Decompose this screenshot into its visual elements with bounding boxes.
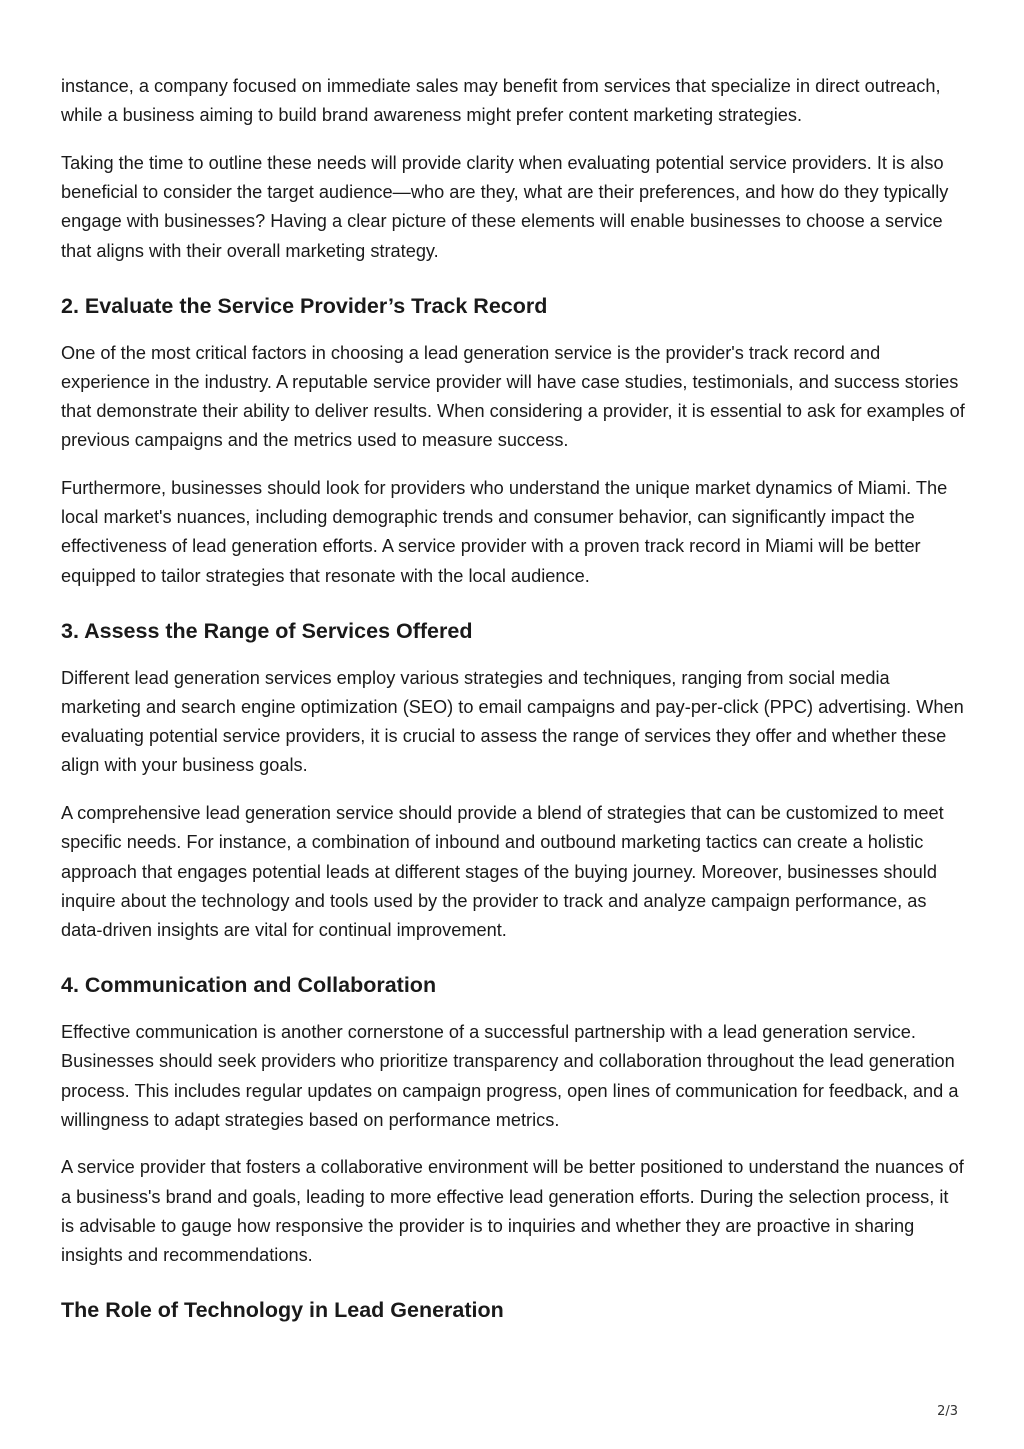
paragraph: Effective communication is another cornerstone of a successful partnership with a lead generation service. Businesses should seek providers who prioritize transparency and collaboration throughout the lead generation process. This includes regular updates on campaign progress, open lines of communication for feedback, and a willingness to adapt strategies based on performance metrics. [61,1022,959,1130]
document-body [61,72,966,1343]
section-heading: 4. Communication and Collaboration [61,973,437,998]
page-number: 2/3 [937,1404,958,1419]
paragraph: Taking the time to outline these needs will provide clarity when evaluating potential service providers. It is also beneficial to consider the target audience—who are they, what are their preferences, and how do they typically engage with businesses? Having a clear picture of these elements will enable businesses to choose a service that aligns with their overall marketing strategy. [61,152,949,261]
paragraph: One of the most critical factors in choosing a lead generation service is the provider's track record and experience in the industry. A reputable service provider will have case studies, testimonials, and success stories that demonstrate their ability to deliver results. When considering a provider, it is essential to ask for examples of previous campaigns and the metrics used to measure success. [61,342,965,451]
paragraph: instance, a company focused on immediate sales may benefit from services that specialize in direct outreach, while a business aiming to build brand awareness might prefer content marketing strategies. [61,76,941,126]
paragraph: Furthermore, businesses should look for providers who understand the unique market dynamics of Miami. The local market's nuances, including demographic trends and consumer behavior, can significantly impact the effectiveness of lead generation efforts. A service provider with a proven track record in Miami will be better equipped to tailor strategies that resonate with the local audience. [61,478,948,586]
paragraph: A service provider that fosters a collaborative environment will be better positioned to understand the nuances of a business's brand and goals, leading to more effective lead generation efforts. During the selection process, it is advisable to gauge how responsive the provider is to inquiries and whether they are proactive in sharing insights and recommendations. [61,1157,964,1266]
section-heading: 3. Assess the Range of Services Offered [61,618,473,643]
paragraph: A comprehensive lead generation service should provide a blend of strategies that can be customized to meet specific needs. For instance, a combination of inbound and outbound marketing tactics can create a holistic approach that engages potential leads at different stages of the buying journey. Moreover, businesses should inquire about the technology and tools used by the provider to track and analyze campaign performance, as data-driven insights are vital for continual improvement. [61,803,944,940]
section-heading: 2. Evaluate the Service Provider’s Track Record [61,293,548,318]
paragraph: Different lead generation services employ various strategies and techniques, ranging from social media marketing and search engine optimization (SEO) to email campaigns and pay-per-click (PPC) advertising. When evaluating potential service providers, it is crucial to assess the range of services they offer and whether these align with your business goals. [61,667,964,776]
section-heading: The Role of Technology in Lead Generation [61,1298,504,1323]
